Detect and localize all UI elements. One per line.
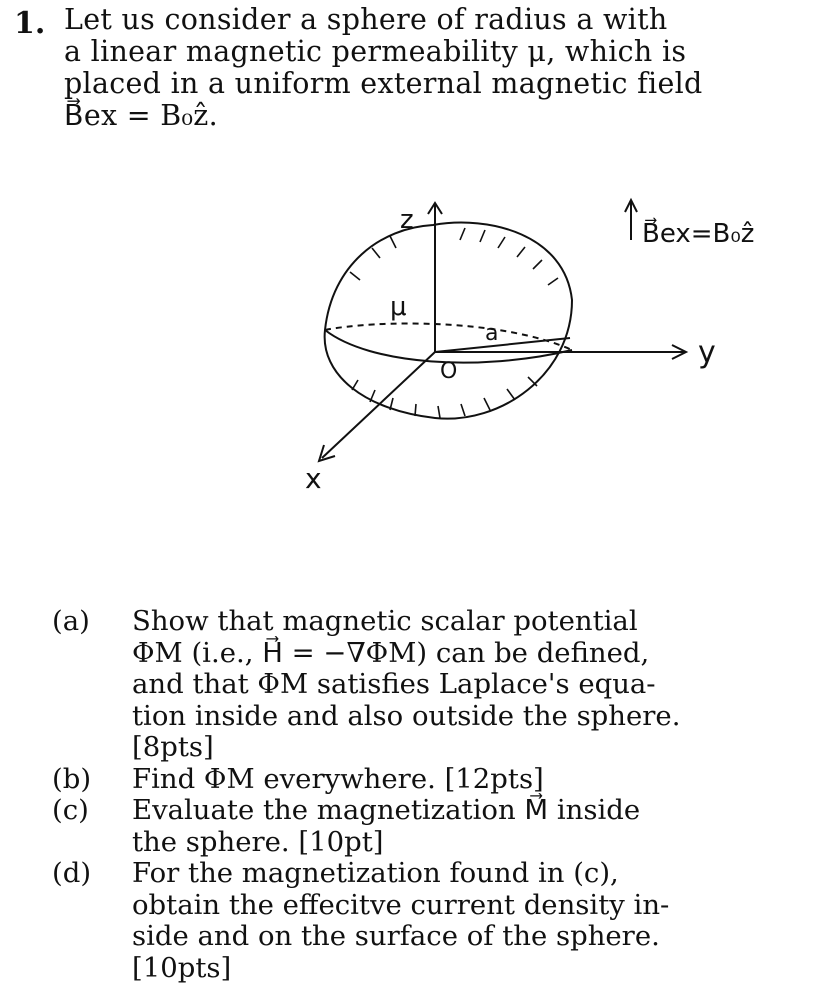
y-axis-label: y xyxy=(698,335,716,370)
mu-label: μ xyxy=(390,292,407,322)
equator-front xyxy=(325,330,572,363)
part-line: obtain the effecitve current density in- xyxy=(132,888,670,921)
part-line: the sphere. [10pt] xyxy=(132,825,384,858)
part-d xyxy=(52,858,832,984)
part-b xyxy=(52,764,832,796)
part-line: tion inside and also outside the sphere. xyxy=(132,699,681,732)
x-axis xyxy=(322,352,435,458)
equator-back xyxy=(325,323,572,350)
part-label: (b) xyxy=(52,762,92,795)
problem-number: 1. xyxy=(14,6,46,41)
part-line: ΦM (i.e., H⃗ = −∇ΦM) can be defined, xyxy=(132,636,650,669)
radius-line xyxy=(435,338,570,352)
part-line: [8pts] xyxy=(132,731,214,763)
intro-line: placed in a uniform external magnetic field xyxy=(64,67,703,100)
sub-questions xyxy=(52,606,832,984)
part-line: and that ΦM satisfies Laplace's equa- xyxy=(132,668,656,700)
problem-statement xyxy=(64,4,834,132)
z-axis-label: z xyxy=(400,205,414,235)
x-axis-label: x xyxy=(305,462,322,495)
part-line: [10pts] xyxy=(132,951,232,984)
sphere-diagram xyxy=(280,190,820,510)
part-line: Show that magnetic scalar potential xyxy=(132,605,638,637)
part-line: side and on the surface of the sphere. xyxy=(132,920,660,952)
intro-line: Let us consider a sphere of radius a with xyxy=(64,3,668,36)
part-line: Find ΦM everywhere. [12pts] xyxy=(132,762,544,795)
part-label: (a) xyxy=(52,605,90,637)
part-a xyxy=(52,606,832,764)
intro-line: B⃗ex = B₀ẑ. xyxy=(64,99,218,132)
origin-label: O xyxy=(440,359,458,384)
field-label: B⃗ex=B₀ẑ xyxy=(642,219,755,249)
part-line: For the magnetization found in (c), xyxy=(132,857,619,889)
sphere-outline xyxy=(325,223,572,419)
part-c xyxy=(52,795,832,858)
part-line: Evaluate the magnetization M⃗ inside xyxy=(132,794,641,826)
part-label: (d) xyxy=(52,857,92,889)
intro-line: a linear magnetic permeability μ, which is xyxy=(64,35,687,68)
part-label: (c) xyxy=(52,794,89,826)
radius-label: a xyxy=(485,321,499,346)
